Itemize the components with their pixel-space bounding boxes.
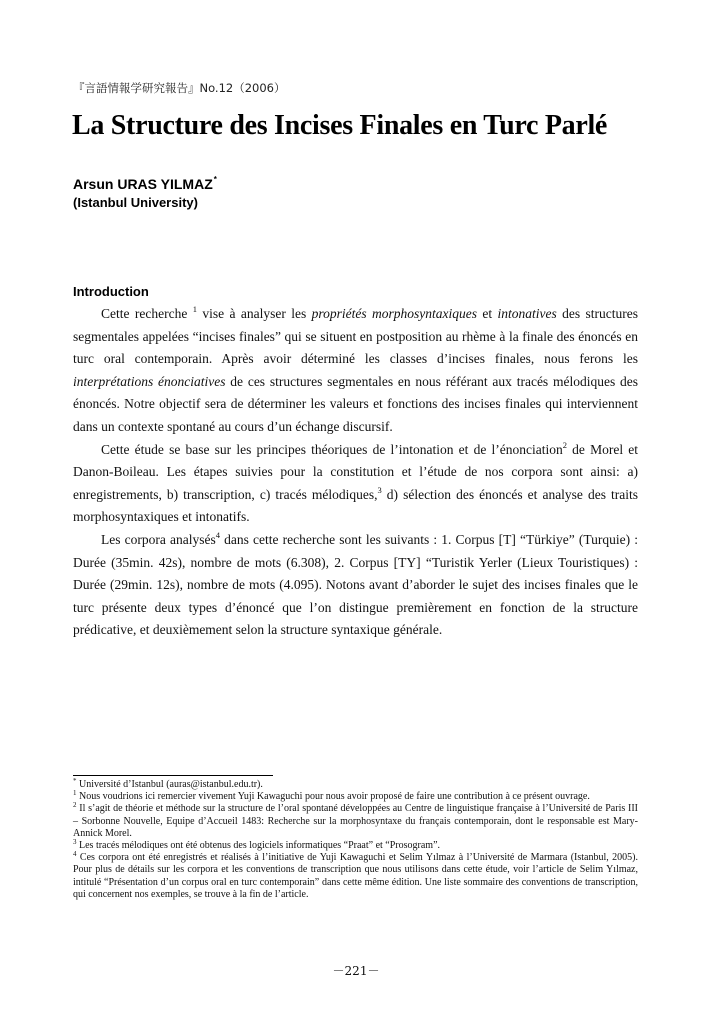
text-run: de ces structures segmentales en nous référant aux tracés mélodiques des énoncés. Notre objectif sera de déterminer les valeurs et fonctions des incises finales qui interviennent dans un contexte spontané au cours d’un échange discursif.: [73, 373, 638, 434]
footnote-mark: 4: [73, 850, 77, 859]
footnote-ref-2: 2: [562, 439, 567, 450]
footnote-mark: 1: [73, 789, 77, 798]
footnote-text: Nous voudrions ici remercier vivement Yuji Kawaguchi pour nous avoir proposé de faire une contribution à ce présent ouvrage.: [76, 791, 590, 803]
paragraph-2: [73, 439, 638, 529]
page-number: －221－: [332, 964, 380, 978]
paragraph-3: [73, 529, 638, 642]
footnote-separator: [73, 775, 273, 776]
author-affiliation: (Istanbul University): [73, 195, 198, 210]
body-text: [73, 303, 638, 642]
emphasis-text: interprétations énonciatives: [73, 373, 226, 389]
footnote-ref-3: 3: [377, 484, 382, 495]
text-run: et: [476, 306, 498, 321]
text-run: des structures segmentales appelées “incises finales” qui se situent en postposition au rhème à la finale des énoncés en turc oral contemporain. Après avoir déterminé les classes d’incises finales, nous ferons les: [73, 306, 638, 367]
text-run: Les corpora analysés: [101, 531, 216, 547]
footnote-mark: *: [73, 777, 77, 785]
footnote-mark: 3: [73, 838, 77, 847]
footnote-mark: 2: [73, 801, 77, 810]
footnote-text: Il s’agit de théorie et méthode sur la structure de l’oral spontané développées au Centre de linguistique française à l’Université de Paris III – Sorbonne Nouvelle, Equipe d’Accueil 1483: Recherche sur la morphosyntaxe du français contemporain, dont le responsable est Mary-Annick Morel.: [73, 803, 638, 839]
footnotes: [73, 779, 638, 901]
footnote-2: [73, 803, 638, 840]
footnote-ref-1: 1: [192, 304, 197, 314]
text-run: dans cette recherche sont les suivants : 1. Corpus [T] “Türkiye” (Turquie) : Durée (35min. 42s), nombre de mots (6.308), 2. Corpus [TY] “Turistik Yerler (Lieux Touristiques) : Durée (29min. 12s), nombre de mots (4.095). Notons avant d’aborder le sujet des incises finales que le turc présente deux types d’énoncé que l’on distingue premièrement en fonction de la structure prédicative, et deuxièmement selon la structure syntaxique générale.: [73, 531, 639, 638]
running-header: 『言語情報学研究報告』No.12（2006）: [73, 81, 286, 95]
emphasis-text: intonatives: [497, 306, 557, 321]
text-run: Cette recherche: [101, 306, 188, 321]
text-run: d) sélection des énoncés et analyse des traits morphosyntaxiques et intonatifs.: [73, 486, 639, 525]
footnote-1: [73, 791, 638, 803]
footnote-text: Ces corpora ont été enregistrés et réalisés à l’initiative de Yuji Kawaguchi et Selim Yılmaz à l’Université de Marmara (Istanbul, 2005). Pour plus de détails sur les corpora et les conventions de transcription que nous utilisons dans cette étude, voir l’article de Selim Yılmaz, intitulé “Présentation d’un corpus oral en turc contemporain” dans cette même édition. Une liste sommaire des conventions de transcription, qui concernent nos exemples, se trouve à la fin de l’article.: [73, 852, 638, 900]
text-run: de Morel et Danon-Boileau. Les étapes suivies pour la constitution et l’étude de nos corpora sont ainsi: a) enregistrements, b) transcription, c) tracés mélodiques,: [73, 441, 638, 502]
paragraph-1: [73, 303, 638, 439]
footnote-3: [73, 840, 638, 852]
footnote-ref-4: 4: [215, 529, 220, 540]
article-title: La Structure des Incises Finales en Turc Parlé: [72, 110, 608, 141]
emphasis-text: propriétés morphosyntaxiques: [311, 306, 477, 321]
author-footnote-mark: *: [213, 175, 217, 184]
section-heading-introduction: Introduction: [73, 284, 149, 299]
author-name: Arsun URAS YILMAZ: [73, 176, 213, 192]
footnote-4: [73, 852, 638, 901]
footnote-author: [73, 779, 638, 791]
footnote-text: Les tracés mélodiques ont été obtenus des logiciels informatiques “Praat” et “Prosogram”.: [76, 840, 441, 852]
text-run: vise à analyser les: [196, 306, 312, 321]
author-line: [73, 175, 217, 192]
text-run: Cette étude se base sur les principes théoriques de l’intonation et de l’énonciation: [101, 441, 563, 457]
footnote-text: Université d’Istanbul (auras@istanbul.edu.tr).: [76, 779, 263, 790]
